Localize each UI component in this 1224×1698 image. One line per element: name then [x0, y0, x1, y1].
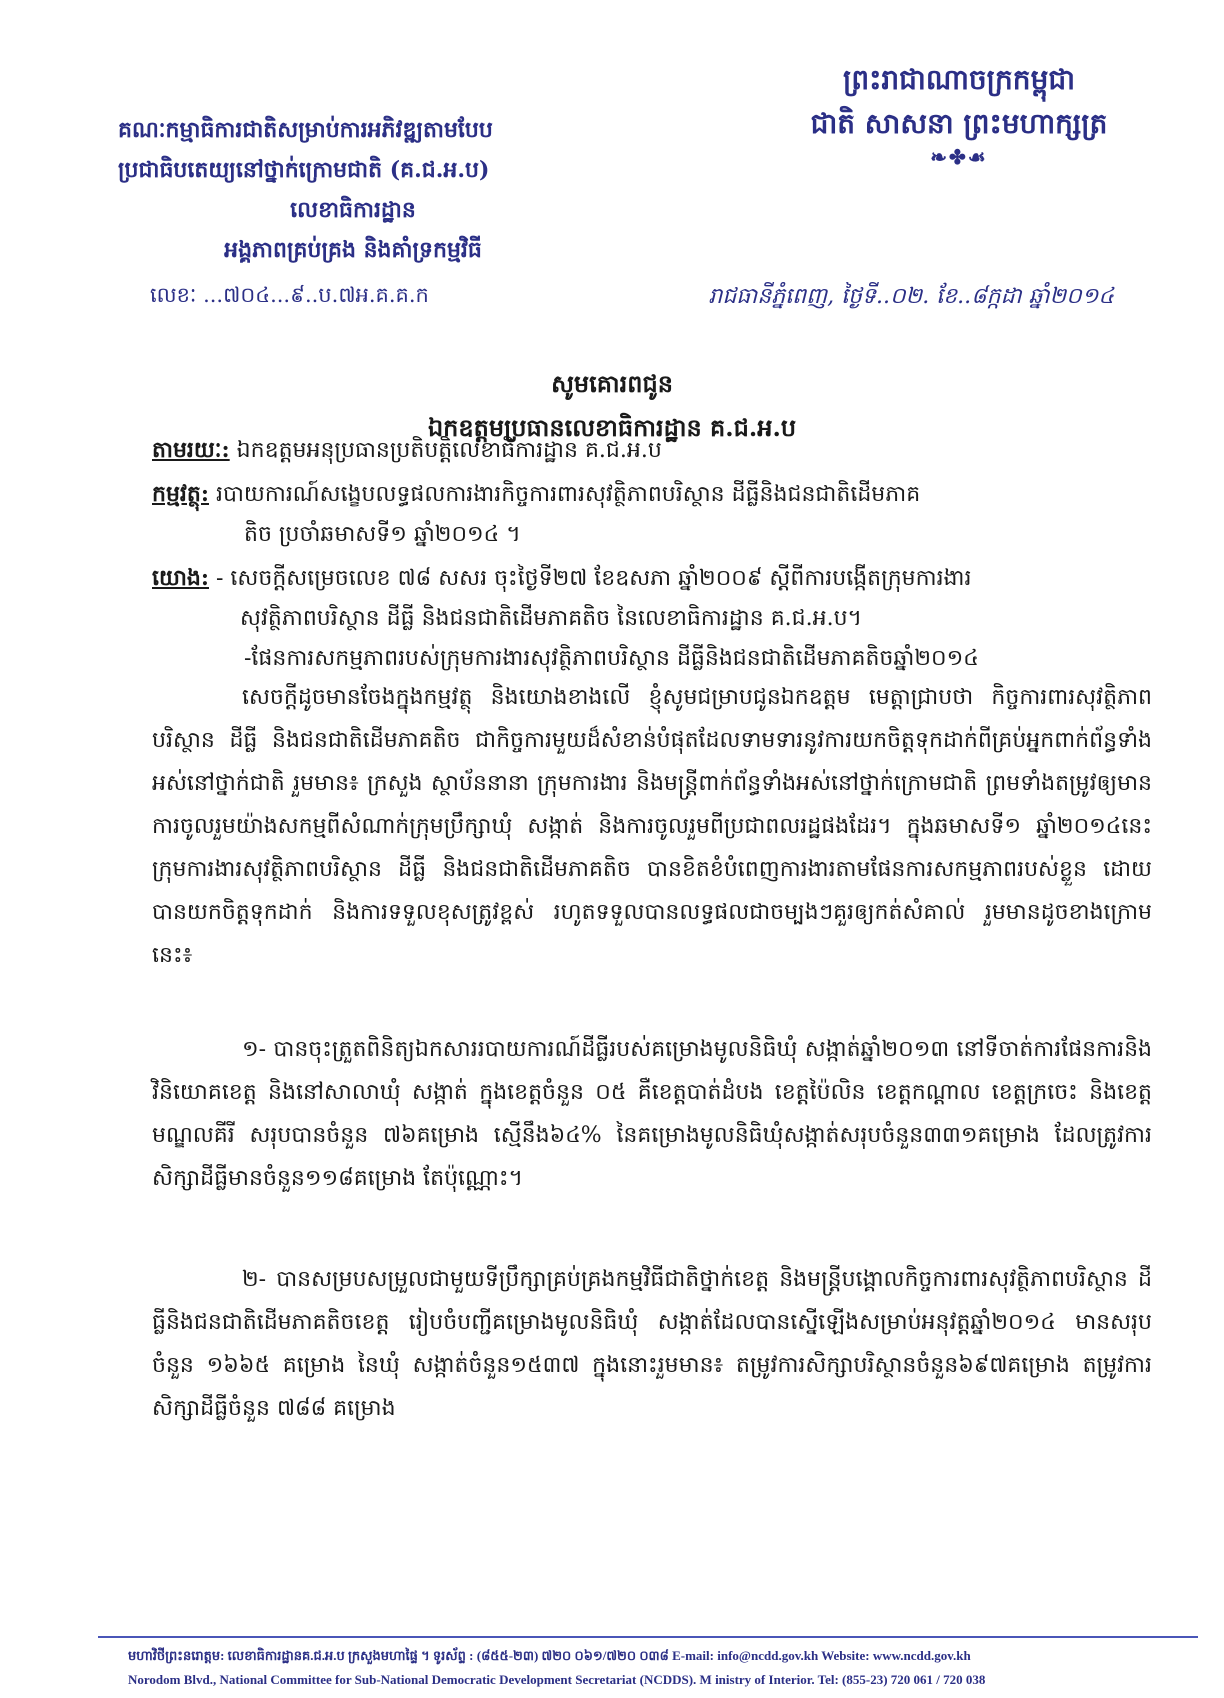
reference-item1-continued: សុវត្ថិភាពបរិស្ថាន ដីធ្លី និងជនជាតិដើមភាគតិច នៃលេខាធិការដ្ឋាន គ.ជ.អ.ប។ — [240, 606, 863, 631]
nation-religion-king-line: ជាតិ សាសនា ព្រះមហាក្សត្រ — [810, 107, 1108, 140]
committee-name-line2: ប្រជាធិបតេយ្យនៅថ្នាក់ក្រោមជាតិ (គ.ជ.អ.ប) — [118, 157, 490, 183]
reference-label: យោង: — [152, 565, 209, 591]
reference-item1: - សេចក្តីសម្រេចលេខ ៧៨ សសរ ចុះថ្ងៃទី២៧ ខែឧសភា ឆ្នាំ២០០៩ ស្តីពីការបង្កើតក្រុមការងារ — [209, 566, 972, 591]
secretariat-name: លេខាធិការដ្ឋាន — [290, 197, 416, 223]
subject-label: កម្មវត្ថុ: — [152, 481, 209, 507]
unit-name: អង្គភាពគ្រប់គ្រង និងគាំទ្រកម្មវិធី — [224, 237, 482, 263]
reference-item2: -ផែនការសកម្មភាពរបស់ក្រុមការងារសុវត្ថិភាពបរិស្ថាន ដីធ្លីនិងជនជាតិដើមភាគតិចឆ្នាំ២០១៤ — [244, 646, 979, 671]
subject-text-continued: តិច ប្រចាំឆមាសទី១ ឆ្នាំ២០១៤ ។ — [244, 522, 521, 547]
kingdom-motto — [794, 58, 1124, 168]
committee-name-line1: គណៈកម្មាធិការជាតិសម្រាប់ការអភិវឌ្ឍតាមបែប — [118, 117, 493, 143]
recipient-title: ឯកឧត្តមប្រធានលេខាធិការដ្ឋាន គ.ជ.អ.ប — [427, 413, 797, 442]
salutation-line1: សូមគោរពជូន — [551, 369, 673, 398]
kingdom-line: ព្រះរាជាណាចក្រកម្ពុជា — [842, 63, 1075, 96]
subject-text: របាយការណ៍សង្ខេបលទ្ធផលការងារកិច្ចការពារសុវត្ថិភាពបរិស្ថាន ដីធ្លីនិងជនជាតិដើមភាគ — [209, 482, 921, 507]
intro-paragraph: សេចក្តីដូចមានចែងក្នុងកម្មវត្ថុ និងយោងខាងលើ ខ្ញុំសូមជម្រាបជូនឯកឧត្តម មេត្តាជ្រាបថា កិច្ចការពារសុវត្ថិភាពបរិស្ថាន ដីធ្លី និងជនជាតិដើមភាគតិច ជាកិច្ចការមួយដ៏សំខាន់បំផុតដែលទាមទារនូវការយកចិត្តទុកដាក់ពីគ្រប់អ្នកពាក់ព័ន្ធទាំងអស់នៅថ្នាក់ជាតិ រួមមាន៖ ក្រសួង ស្ថាប័ននានា ក្រុមការងារ និងមន្ត្រីពាក់ព័ន្ធទាំងអស់នៅថ្នាក់ក្រោមជាតិ ព្រមទាំងតម្រូវឲ្យមានការចូលរួមយ៉ាងសកម្មពីសំណាក់ក្រុមប្រឹក្សាឃុំ សង្កាត់ និងការចូលរួមពីប្រជាពលរដ្ឋផងដែរ។ ក្នុងឆមាសទី១ ឆ្នាំ២០១៤នេះ ក្រុមការងារសុវត្ថិភាពបរិស្ថាន ដីធ្លី និងជនជាតិដើមភាគតិច បានខិតខំបំពេញការងារតាមផែនការសកម្មភាពរបស់ខ្លួន ដោយបានយកចិត្តទុកដាក់ និងការទទួលខុសត្រូវខ្ពស់ រហូតទទួលបានលទ្ធផលជាចម្បងៗគួរឲ្យកត់សំគាល់ រួមមានដូចខាងក្រោមនេះ៖ — [152, 685, 1152, 968]
letter-date: រាជធានីភ្នំពេញ, ថ្ងៃទី..០២. ខែ..៨ក្កដា ឆ្នាំ២០១៤ — [708, 284, 1114, 309]
via-block — [152, 430, 1162, 471]
footer-address-khmer: មហាវិថីព្រះនរោត្តម: លេខាធិការដ្ឋានគ.ជ.អ.ប ក្រសួងមហាផ្ទៃ ។ ទូរស័ព្ទ : (៨៥៥-២៣) ៧២០ ០៦១/៧២០ ០៣៨ E-mail: info@ncdd.gov.kh Website: www.ncdd.gov.kh — [128, 1648, 971, 1663]
reference-number: លេខៈ ...៧០៤...៩..ប.៧អ.គ.គ.ក — [150, 283, 429, 307]
result-item-2: ២- បានសម្របសម្រួលជាមួយទីប្រឹក្សាគ្រប់គ្រងកម្មវិធីជាតិថ្នាក់ខេត្ត និងមន្ត្រីបង្គោលកិច្ចការពារសុវត្ថិភាពបរិស្ថាន ដីធ្លីនិងជនជាតិដើមភាគតិចខេត្ត រៀបចំបញ្ជីគម្រោងមូលនិធិឃុំ សង្កាត់ដែលបានស្នើឡើងសម្រាប់អនុវត្តឆ្នាំ២០១៤ មានសរុបចំនួន ១៦៦៥ គម្រោង នៃឃុំ សង្កាត់ចំនួន១៥៣៧ ក្នុងនោះរួមមាន៖ តម្រូវការសិក្សាបរិស្ថានចំនួន៦៩៧គម្រោង តម្រូវការសិក្សាដីធ្លីចំនួន ៧៨៨ គម្រោង — [152, 1267, 1152, 1421]
via-label: តាមរយៈ: — [152, 437, 230, 463]
via-text: ឯកឧត្តមអនុប្រធានប្រតិបត្តិលេខាធិការដ្ឋាន គ.ជ.អ.ប — [229, 438, 662, 463]
result-item-1: ១- បានចុះត្រួតពិនិត្យឯកសាររបាយការណ៍ដីធ្លីរបស់គម្រោងមូលនិធិឃុំ សង្កាត់ឆ្នាំ២០១៣ នៅទីចាត់ការផែនការនិងវិនិយោគខេត្ត និងនៅសាលាឃុំ សង្កាត់ ក្នុងខេត្តចំនួន ០៥ គឺខេត្តបាត់ដំបង ខេត្តប៉ៃលិន ខេត្តកណ្តាល ខេត្តក្រចេះ និងខេត្តមណ្ឌលគីរី សរុបបានចំនួន ៧៦គម្រោង ស្មើនឹង៦៤% នៃគម្រោងមូលនិធិឃុំសង្កាត់សរុបចំនួន៣៣១គម្រោង ដែលត្រូវការសិក្សាដីធ្លីមានចំនួន១១៨គម្រោង តែប៉ុណ្ណោះ។ — [152, 1037, 1152, 1191]
ornament-icon: ❧✤☙ — [930, 145, 988, 169]
issuing-office — [118, 110, 678, 270]
footer-address-english: Norodom Blvd., National Committee for Sub-National Democratic Development Secretariat (NCDDS). M inistry of Interior. Tel: (855-23) 720 061 / 720 038 — [128, 1672, 986, 1687]
footer-divider — [98, 1636, 1198, 1638]
reference-block — [152, 558, 1162, 679]
subject-block — [152, 474, 1162, 555]
